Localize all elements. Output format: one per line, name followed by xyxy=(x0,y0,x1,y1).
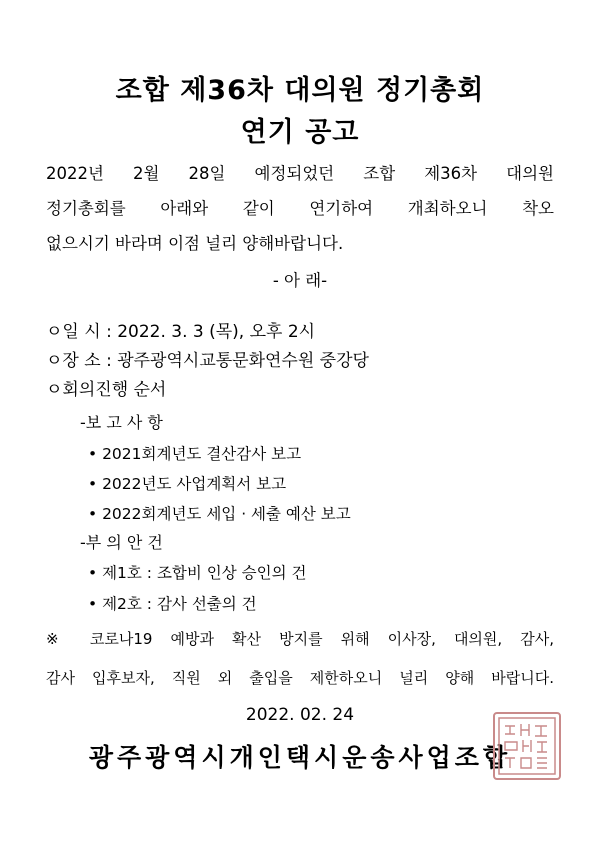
official-seal xyxy=(493,712,561,780)
meeting-date: ㅇ일 시 : 2022. 3. 3 (목), 오후 2시 xyxy=(46,322,316,342)
meeting-place: ㅇ장 소 : 광주광역시교통문화연수원 중강당 xyxy=(46,351,369,371)
seal-stamp-icon xyxy=(495,714,559,778)
report-item: • 2022년도 사업계획서 보고 xyxy=(88,475,287,493)
section-header: - 아 래- xyxy=(272,271,328,290)
report-item: • 2021회계년도 결산감사 보고 xyxy=(88,445,302,463)
issue-date: 2022. 02. 24 xyxy=(245,705,355,725)
organization-name: 광주광역시개인택시운송사업조합 xyxy=(88,743,512,772)
resolution-item: • 제2호 : 감사 선출의 건 xyxy=(88,595,257,613)
resolution-heading: -부 의 안 건 xyxy=(80,533,163,552)
report-heading: -보 고 사 항 xyxy=(80,413,163,432)
page-subtitle: 연기 공고 xyxy=(240,117,360,148)
intro-line-1: 2022년 2월 28일 예정되었던 조합 제36차 대의원 xyxy=(46,164,554,183)
intro-line-2: 정기총회를 아래와 같이 연기하여 개최하오니 착오 xyxy=(46,199,554,218)
notice-line-2: 감사 입후보자, 직원 외 출입을 제한하오니 널리 양해 바랍니다. xyxy=(46,669,554,687)
notice-line-1: ※ 코로나19 예방과 확산 방지를 위해 이사장, 대의원, 감사, xyxy=(46,630,554,648)
report-item: • 2022회계년도 세입 · 세출 예산 보고 xyxy=(88,505,351,523)
resolution-item: • 제1호 : 조합비 인상 승인의 건 xyxy=(88,564,307,582)
intro-line-3: 없으시기 바라며 이점 널리 양해바랍니다. xyxy=(46,234,344,253)
page-title: 조합 제36차 대의원 정기총회 xyxy=(115,75,485,106)
agenda-title: ㅇ회의진행 순서 xyxy=(46,380,167,400)
